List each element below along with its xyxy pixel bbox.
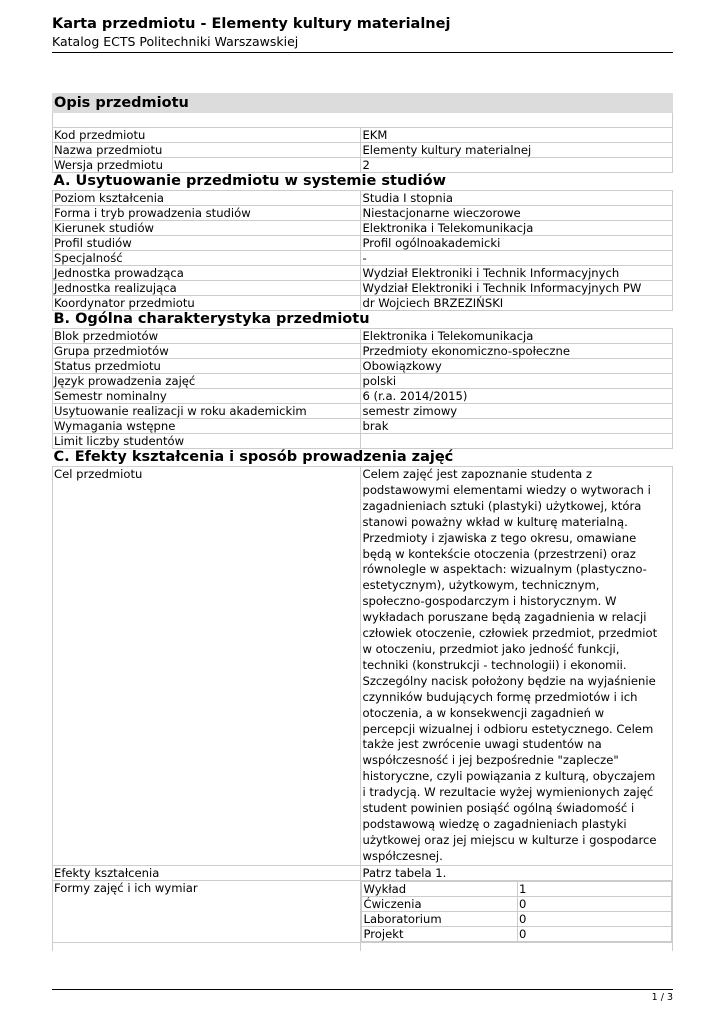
objective-line: otoczenia, a w konsekwencji zagadnień w: [362, 705, 605, 720]
row-label: Jednostka prowadząca: [53, 266, 361, 281]
row-value: -: [361, 251, 673, 266]
objective-line: stanowi poważny wkład w kulturę materialną.: [362, 514, 628, 529]
objective-line: równolegle w aspektach: wizualnym (plastyczno-: [362, 562, 647, 577]
footer-divider: [52, 989, 673, 990]
row-value: brak: [361, 419, 673, 434]
table-row: [53, 221, 673, 236]
objective-line: współczesność i jej bezpośrednie "zaplecze": [362, 753, 619, 768]
row-value: Elektronika i Telekomunikacja: [361, 329, 673, 344]
opis-heading-row: [53, 94, 673, 113]
table-row: [53, 389, 673, 404]
objective-line: w otoczeniu, przedmiot jako jedność funkcji,: [362, 641, 620, 656]
row-label: Usytuowanie realizacji w roku akademickim: [53, 404, 361, 419]
table-row: [53, 206, 673, 221]
row-label: Forma i tryb prowadzenia studiów: [53, 206, 361, 221]
table-row: [53, 359, 673, 374]
class-form-name: Ćwiczenia: [362, 896, 518, 911]
row-value: dr Wojciech BRZEZIŃSKI: [361, 296, 673, 311]
objective-line: Szczególny nacisk położony będzie na wyjaśnienie: [362, 673, 656, 688]
page-header: [52, 14, 673, 50]
row-value: semestr zimowy: [361, 404, 673, 419]
section-c-heading: C. Efekty kształcenia i sposób prowadzenia zajęć: [53, 449, 454, 465]
row-label: Formy zajęć i ich wymiar: [53, 880, 361, 942]
row-label: Kierunek studiów: [53, 221, 361, 236]
row-label: Jednostka realizująca: [53, 281, 361, 296]
row-value: Wydział Elektroniki i Technik Informacyjnych: [361, 266, 673, 281]
objective-line: estetycznym), użytkowym, technicznym,: [362, 578, 600, 593]
class-form-hours: 0: [517, 896, 672, 911]
objective-line: człowiek otoczenie, człowiek przedmiot, przedmiot: [362, 626, 658, 641]
objective-line: Przedmioty i zjawiska z tego okresu, omawiane: [362, 530, 637, 545]
row-value: Wydział Elektroniki i Technik Informacyjnych PW: [361, 281, 673, 296]
table-row: [53, 374, 673, 389]
table-tail-row: [53, 942, 673, 951]
objective-line: podstawowymi elementami wiedzy o wytworach i: [362, 482, 651, 497]
class-form-row: [362, 911, 672, 926]
class-form-hours: 0: [517, 911, 672, 926]
table-row: [53, 266, 673, 281]
objective-line: student powinien posiąść ogólną świadomość i: [362, 801, 635, 816]
table-row: [53, 236, 673, 251]
table-row: [53, 880, 673, 942]
row-label: Kod przedmiotu: [53, 128, 361, 143]
class-form-row: [362, 896, 672, 911]
class-form-name: Laboratorium: [362, 911, 518, 926]
header-divider: [52, 52, 673, 53]
table-row: [53, 344, 673, 359]
row-value: Profil ogólnoakademicki: [361, 236, 673, 251]
objective-line: techniki (konstrukcji - technologii) i ekonomii.: [362, 657, 627, 672]
row-label: Status przedmiotu: [53, 359, 361, 374]
table-row: [53, 143, 673, 158]
row-value: Patrz tabela 1.: [361, 865, 673, 880]
section-a-heading-row: [53, 173, 673, 191]
objective-line: historyczne, czyli powiązania z kulturą, obyczajem: [362, 769, 656, 784]
class-forms-cell: [361, 880, 673, 942]
table-row: [53, 158, 673, 173]
class-forms-table: [361, 881, 672, 942]
row-value: [361, 434, 673, 449]
course-card: [52, 93, 673, 951]
objective-line: także jest zwrócenie uwagi studentów na: [362, 737, 602, 752]
objective-line: będą w kontekście otoczenia (przestrzeni) oraz: [362, 546, 636, 561]
table-row: [53, 251, 673, 266]
spacer-row: [53, 113, 673, 128]
row-value: Przedmioty ekonomiczno-społeczne: [361, 344, 673, 359]
section-b-heading-row: [53, 311, 673, 329]
class-form-name: Projekt: [362, 926, 518, 941]
row-label: Semestr nominalny: [53, 389, 361, 404]
objective-line: współczesnej.: [362, 848, 443, 863]
table-row: [53, 434, 673, 449]
section-a-heading: A. Usytuowanie przedmiotu w systemie studiów: [53, 173, 446, 189]
objective-line: percepcji wizualnej i odbioru estetycznego. Celem: [362, 721, 654, 736]
row-value: 6 (r.a. 2014/2015): [361, 389, 673, 404]
objective-line: użytkowej oraz jej miejscu w kulturze i gospodarce: [362, 832, 657, 847]
class-form-row: [362, 881, 672, 896]
objective-line: Celem zajęć jest zapoznanie studenta z: [362, 467, 593, 481]
class-form-hours: 0: [517, 926, 672, 941]
row-value: polski: [361, 374, 673, 389]
row-label: Specjalność: [53, 251, 361, 266]
table-row: [53, 865, 673, 880]
objective-line: czynników budujących formę przedmiotów i ich: [362, 689, 638, 704]
row-label: Wymagania wstępne: [53, 419, 361, 434]
objective-line: zagadnieniach sztuki (plastyki) użytkowej, która: [362, 498, 642, 513]
page-number: 1 / 3: [651, 992, 673, 1003]
row-value: EKM: [361, 128, 673, 143]
class-form-name: Wykład: [362, 881, 518, 896]
objective-line: podstawową wiedzę o zagadnieniach plastyki: [362, 816, 627, 831]
objective-line: i tradycją. W rezultacie wyżej wymienionych zajęć: [362, 785, 654, 800]
table-row: [53, 329, 673, 344]
row-label: Profil studiów: [53, 236, 361, 251]
table-row: [53, 128, 673, 143]
section-c-heading-row: [53, 449, 673, 467]
row-label: Blok przedmiotów: [53, 329, 361, 344]
section-b-heading: B. Ogólna charakterystyka przedmiotu: [53, 311, 370, 327]
row-label: Limit liczby studentów: [53, 434, 361, 449]
course-objective-text: [361, 467, 673, 866]
row-label: Język prowadzenia zajęć: [53, 374, 361, 389]
row-label: Efekty kształcenia: [53, 865, 361, 880]
row-value: Studia I stopnia: [361, 191, 673, 206]
row-label: Poziom kształcenia: [53, 191, 361, 206]
table-row: [53, 404, 673, 419]
objective-line: społeczno-gospodarczym i historycznym. W: [362, 594, 617, 609]
row-value: Elementy kultury materialnej: [361, 143, 673, 158]
row-label: Cel przedmiotu: [53, 467, 361, 866]
table-row: [53, 419, 673, 434]
class-form-row: [362, 926, 672, 941]
class-form-hours: 1: [517, 881, 672, 896]
table-row: [53, 191, 673, 206]
document-subtitle: Katalog ECTS Politechniki Warszawskiej: [52, 34, 299, 49]
table-row: [53, 296, 673, 311]
row-label: Koordynator przedmiotu: [53, 296, 361, 311]
objective-line: wykładach poruszane będą zagadnienia w relacji: [362, 610, 647, 625]
row-label: Wersja przedmiotu: [53, 158, 361, 173]
table-row: [53, 467, 673, 866]
row-label: Nazwa przedmiotu: [53, 143, 361, 158]
row-value: Obowiązkowy: [361, 359, 673, 374]
row-value: Elektronika i Telekomunikacja: [361, 221, 673, 236]
opis-heading: Opis przedmiotu: [53, 94, 673, 113]
row-value: Niestacjonarne wieczorowe: [361, 206, 673, 221]
document-title: Karta przedmiotu - Elementy kultury materialnej: [52, 16, 451, 32]
row-label: Grupa przedmiotów: [53, 344, 361, 359]
course-table: [52, 93, 673, 951]
row-value: 2: [361, 158, 673, 173]
table-row: [53, 281, 673, 296]
